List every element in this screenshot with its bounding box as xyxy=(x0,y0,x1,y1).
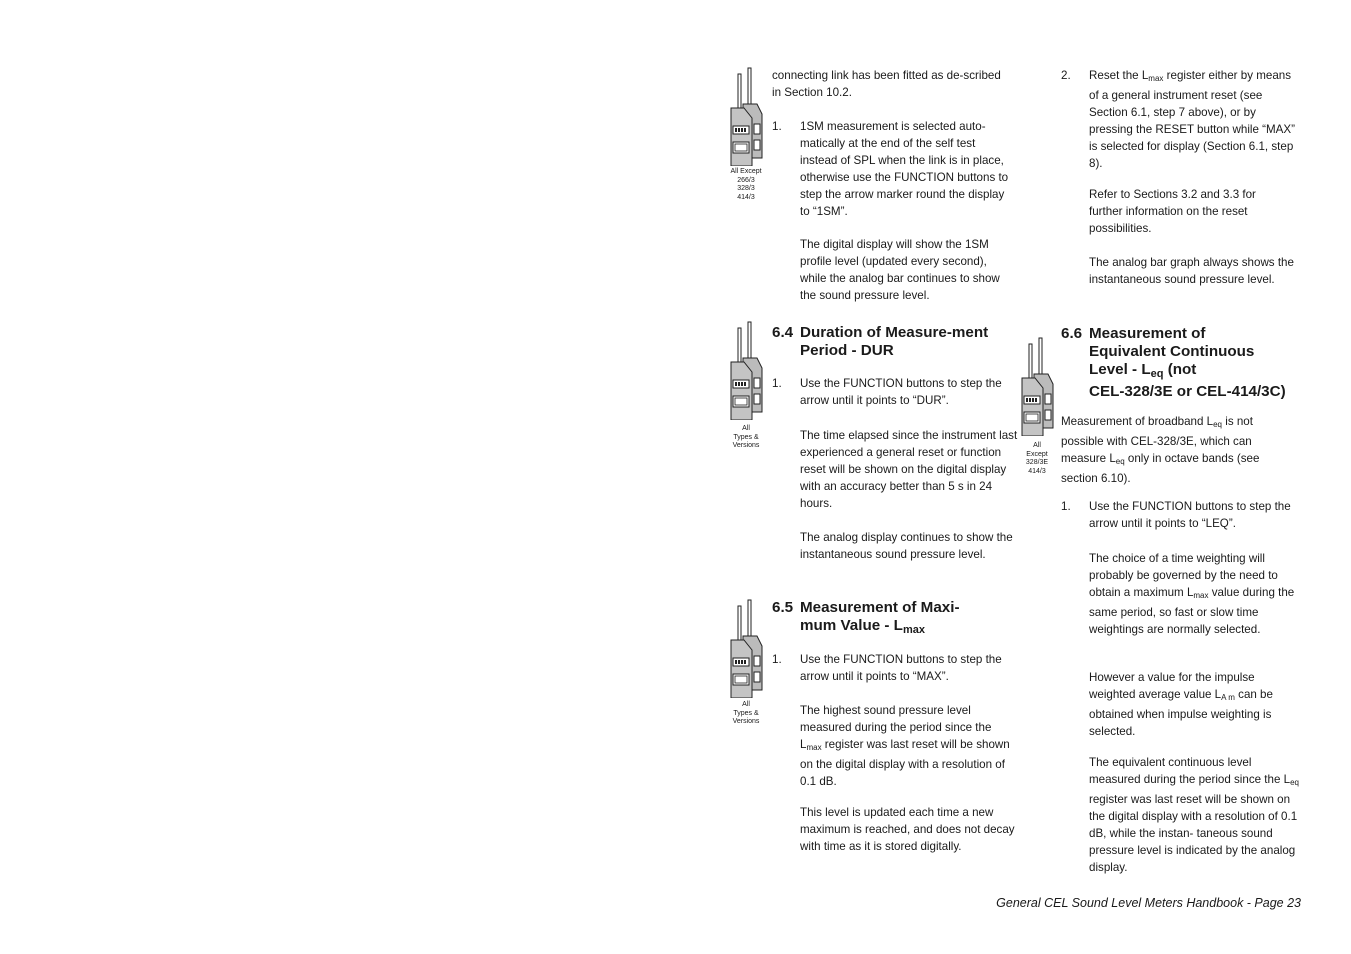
icon-caption: All Except 328/3E 414/3 xyxy=(1025,442,1049,475)
icon-caption: All Except 266/3 328/3 414/3 xyxy=(730,168,762,201)
list-item-paragraph: Use the FUNCTION buttons to step the arrow until it points to “DUR”. xyxy=(800,377,1002,407)
intro-paragraph: Measurement of broadband $L_{eq}$ is not possible with CEL-328/3E, which can measure $L_{eq}$ only in octave bands (see section 6.10). xyxy=(1061,415,1260,485)
paragraph: The choice of a time weighting will probably be governed by the need to obtain a maximum $L_{max}$ value during the same period, so fast or slow time weightings are normally selected. xyxy=(1089,552,1295,636)
icon-caption: All Types & Versions xyxy=(732,425,760,449)
paragraph: The analog bar graph always shows the instantaneous sound pressure level. xyxy=(1089,256,1294,286)
section-number: 6.4 xyxy=(772,324,794,341)
section-heading: Duration of Measure-ment Period - DUR xyxy=(800,324,989,359)
sound-level-meter-icon xyxy=(728,320,768,420)
list-number: 1. xyxy=(1061,500,1071,513)
list-item-paragraph: Use the FUNCTION buttons to step the arrow until it points to “LEQ”. xyxy=(1089,500,1291,530)
list-item-paragraph: Reset the $L_{max}$ register either by means of a general instrument reset (see Section 6.1, step 7 above), or by pressing the RESET button while “MAX” is selected for display (Section 6.1, step 8). xyxy=(1089,69,1295,170)
paragraph: This level is updated each time a new maximum is reached, and does not decay with time as it is stored digitally. xyxy=(800,806,1015,853)
sound-level-meter-icon xyxy=(728,598,768,698)
list-item-paragraph: 1SM measurement is selected auto-matically at the end of the self test instead of SPL when the link is in place, otherwise use the FUNCTION buttons to step the arrow marker round the display to “1SM”. xyxy=(800,120,1009,218)
list-number: 2. xyxy=(1061,69,1071,82)
list-number: 1. xyxy=(772,653,782,666)
section-number: 6.6 xyxy=(1061,325,1083,342)
paragraph: The time elapsed since the instrument last experienced a general reset or function reset will be shown on the digital display with an accuracy better than 5 s in 24 hours. xyxy=(800,429,1018,510)
paragraph: However a value for the impulse weighted average value $L_{A m}$ can be obtained when impulse weighting is selected. xyxy=(1089,671,1273,738)
list-number: 1. xyxy=(772,377,782,390)
section-heading: Measurement of Maxi- mum Value - Lmax xyxy=(800,599,960,636)
page-footer: General CEL Sound Level Meters Handbook - Page 23 xyxy=(996,896,1301,910)
sound-level-meter-icon xyxy=(728,66,768,166)
list-number: 1. xyxy=(772,120,782,133)
paragraph: The equivalent continuous level measured during the period since the $L_{eq}$ register was last reset will be shown on the digital display with a resolution of 0.1 dB, while the instan- taneous sound pressure level is indicated by the analog display. xyxy=(1089,756,1299,874)
paragraph: The digital display will show the 1SM profile level (updated every second), while the analog bar continues to show the sound pressure level. xyxy=(800,238,1000,302)
list-item-paragraph: Use the FUNCTION buttons to step the arrow until it points to “MAX”. xyxy=(800,653,1002,683)
sound-level-meter-icon xyxy=(1019,336,1059,436)
icon-caption: All Types & Versions xyxy=(732,701,760,725)
paragraph: The highest sound pressure level measured during the period since the $L_{max}$ register was last reset will be shown on the digital display with a resolution of 0.1 dB. xyxy=(800,704,1010,788)
intro-paragraph: connecting link has been fitted as de-scribed in Section 10.2. xyxy=(772,69,1001,99)
section-number: 6.5 xyxy=(772,599,794,616)
section-heading: Measurement of Equivalent Continuous Level - Leq (not CEL-328/3E or CEL-414/3C) xyxy=(1089,325,1286,400)
paragraph: The analog display continues to show the instantaneous sound pressure level. xyxy=(800,531,1013,561)
paragraph: Refer to Sections 3.2 and 3.3 for further information on the reset possibilities. xyxy=(1089,188,1256,235)
